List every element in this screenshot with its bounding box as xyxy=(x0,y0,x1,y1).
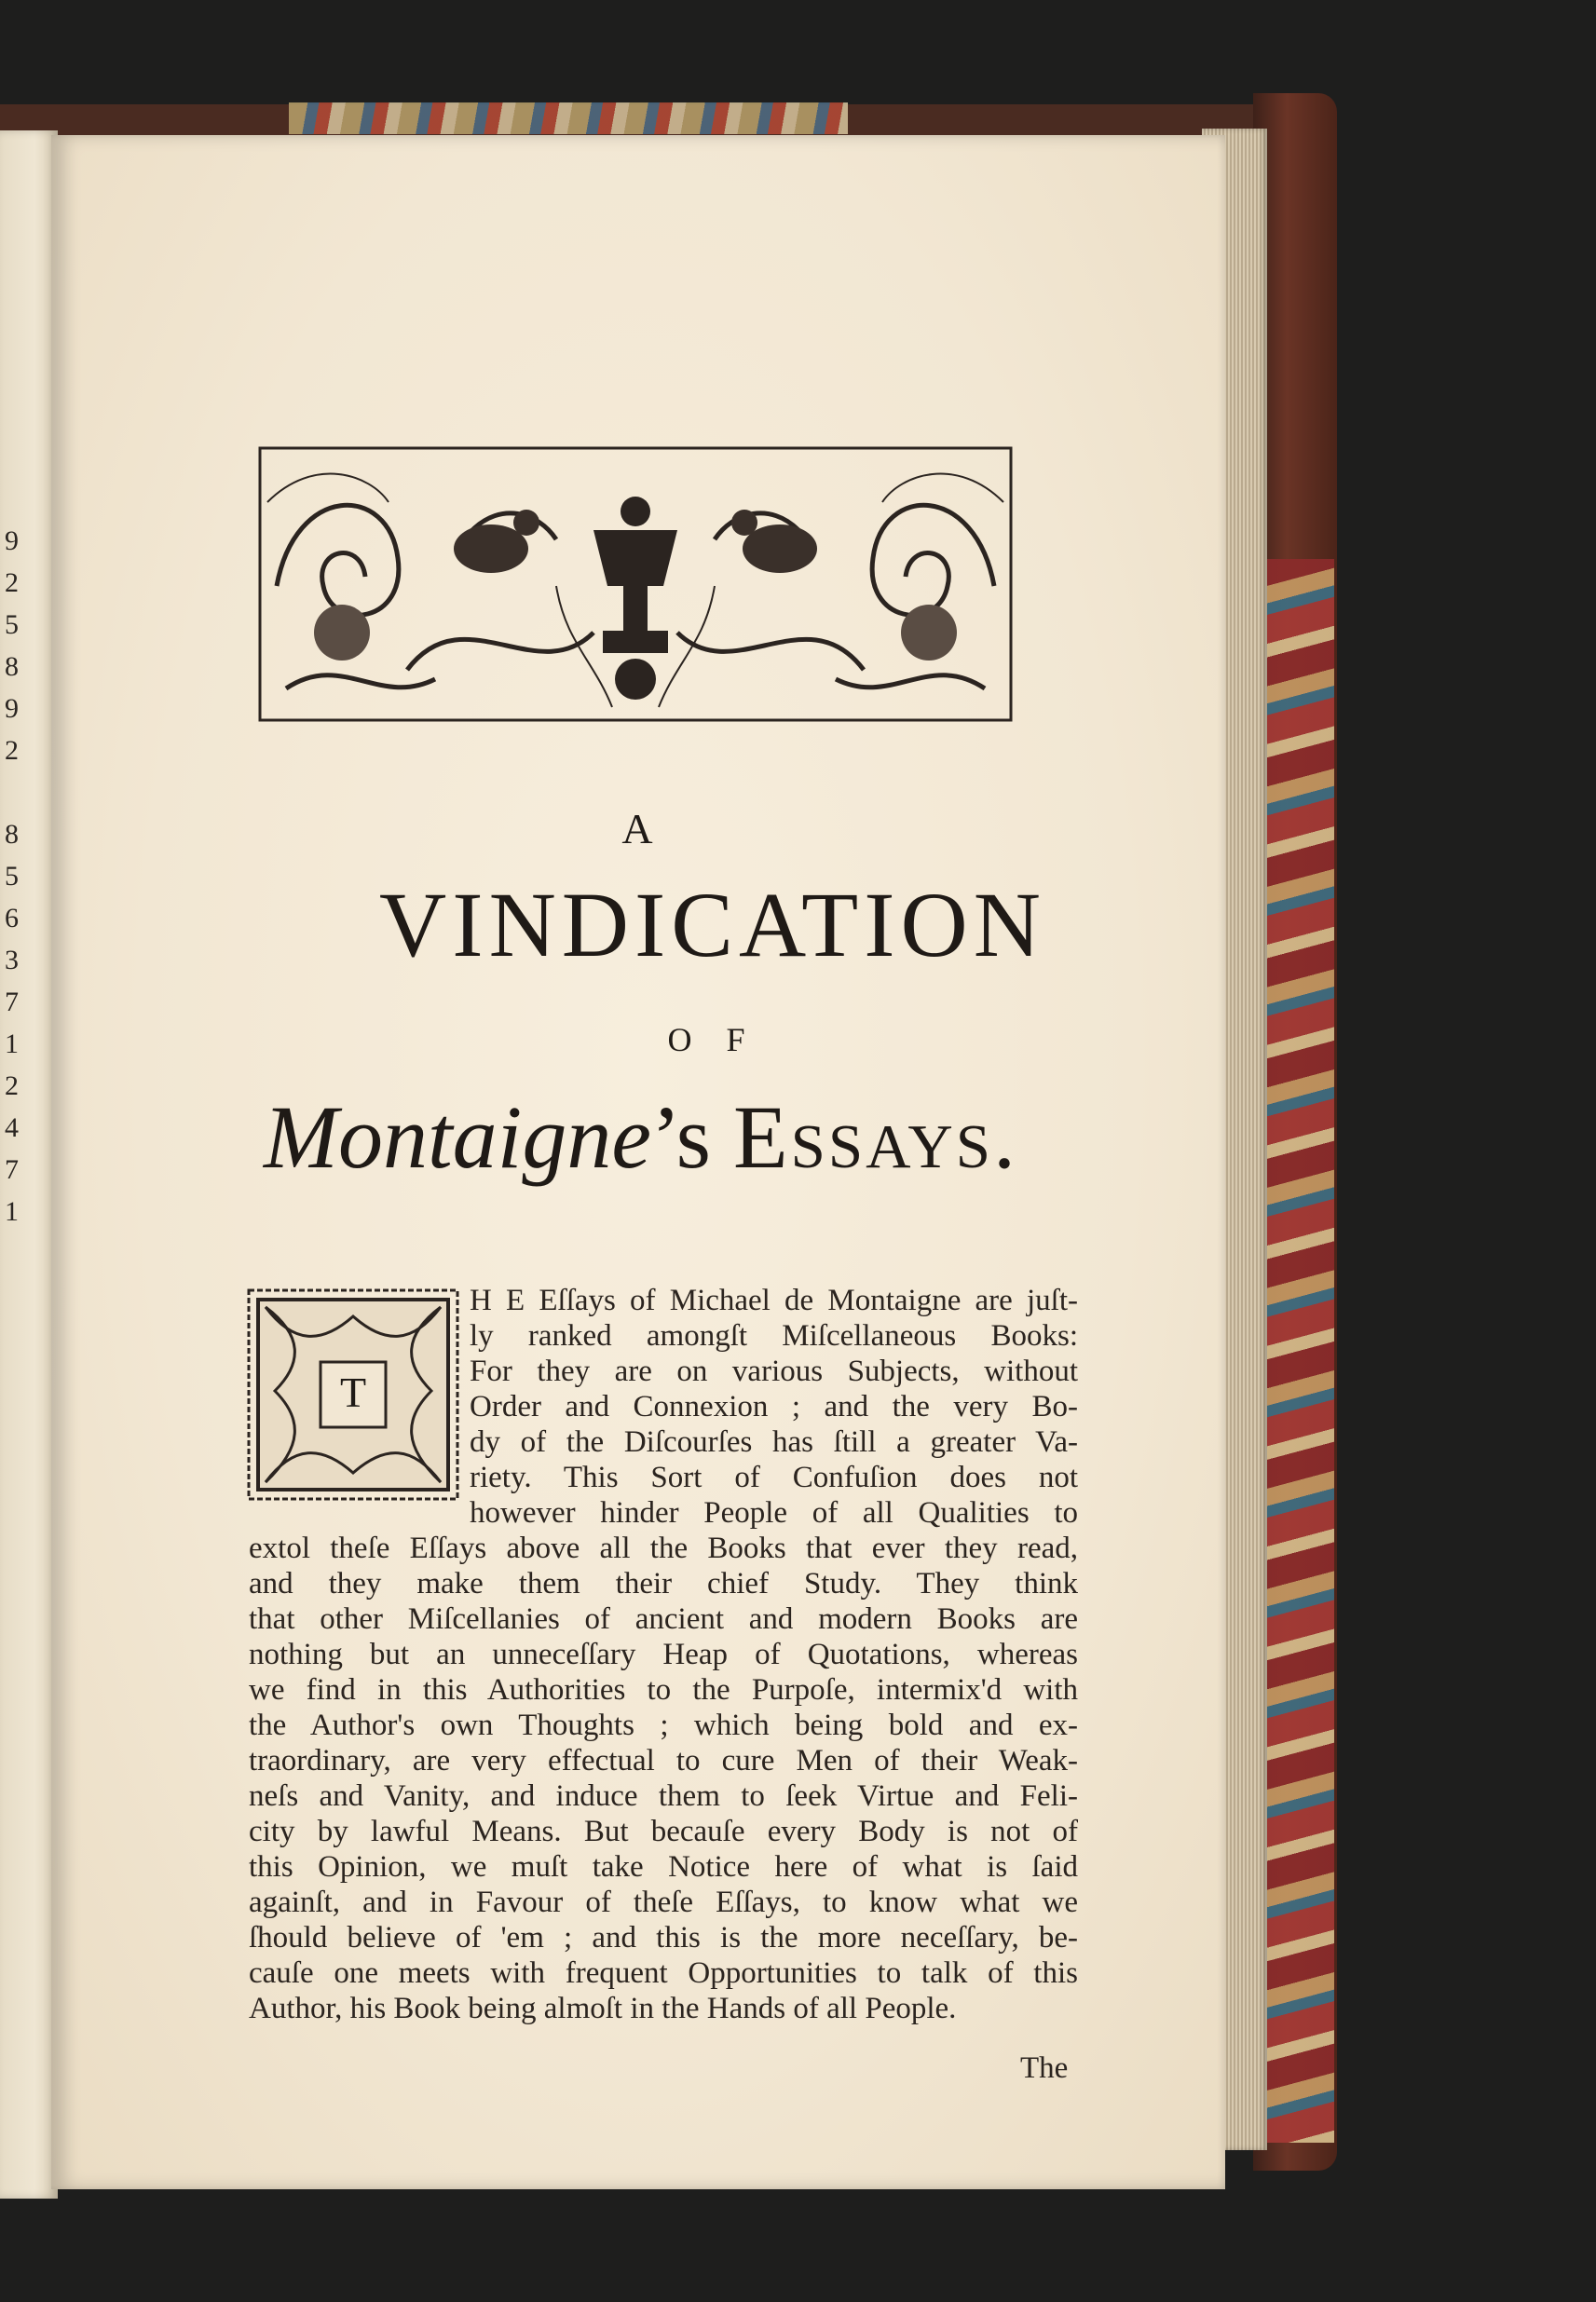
title-montaigne: Montaigne xyxy=(264,1087,651,1187)
body-line: Author, his Book being almoſt in the Hands of all People. xyxy=(249,1992,957,2025)
title-essays: Essays. xyxy=(732,1087,1019,1187)
body-line: that other Miſcellanies of ancient and modern Books are xyxy=(249,1602,1078,1636)
left-page-edge xyxy=(0,130,58,2199)
title-of: O F xyxy=(667,1021,758,1058)
margin-digit: 5 xyxy=(5,609,19,640)
margin-digit: 1 xyxy=(5,1196,19,1227)
body-line: extol theſe Eſſays above all the Books that ever they read, xyxy=(249,1532,1078,1565)
margin-digit: 3 xyxy=(5,945,19,975)
body-line: traordinary, are very effectual to cure Men of their Weak- xyxy=(249,1744,1078,1778)
margin-digit: 7 xyxy=(5,1154,19,1185)
title-montaignes-essays xyxy=(264,1085,1102,1189)
margin-digit: 9 xyxy=(5,693,19,724)
title-a: A xyxy=(621,805,655,852)
body-line: dy of the Diſcourſes has ſtill a greater Va- xyxy=(470,1425,1078,1459)
marbled-board xyxy=(1260,559,1334,2143)
body-line: and they make them their chief Study. They think xyxy=(249,1567,1078,1601)
body-line: the Author's own Thoughts ; which being bold and ex- xyxy=(249,1709,1078,1742)
body-line: city by lawful Means. But becauſe every Body is not of xyxy=(249,1815,1078,1848)
body-line: cauſe one meets with frequent Opportunities to talk of this xyxy=(249,1956,1078,1990)
left-margin-digits xyxy=(0,520,19,1233)
book-page xyxy=(51,135,1225,2189)
margin-digit: 4 xyxy=(5,1112,19,1143)
margin-digit: 2 xyxy=(5,735,19,766)
margin-digit: 6 xyxy=(5,903,19,933)
body-line: however hinder People of all Qualities to xyxy=(470,1496,1078,1530)
catchword: The xyxy=(1020,2051,1069,2085)
body-line: ly ranked amongſt Miſcellaneous Books: xyxy=(470,1319,1078,1353)
margin-digit: 1 xyxy=(5,1028,19,1059)
body-line: neſs and Vanity, and induce them to ſeek Virtue and Feli- xyxy=(249,1779,1078,1813)
title-vindication: VINDICATION xyxy=(379,873,1046,976)
margin-digit: 2 xyxy=(5,567,19,598)
body-line: ſhould believe of 'em ; and this is the more neceſſary, be- xyxy=(249,1921,1078,1955)
body-line: nothing but an unneceſſary Heap of Quotations, whereas xyxy=(249,1638,1078,1671)
body-line: H E Eſſays of Michael de Montaigne are juſt- xyxy=(470,1284,1078,1317)
margin-digit: 2 xyxy=(5,1070,19,1101)
title-possessive: ’s xyxy=(650,1087,711,1187)
margin-digit: 9 xyxy=(5,525,19,556)
marbled-headband xyxy=(289,102,848,134)
body-line: we find in this Authorities to the Purpoſe, intermix'd with xyxy=(249,1673,1078,1707)
body-line: riety. This Sort of Confuſion does not xyxy=(470,1461,1078,1494)
body-line: againſt, and in Favour of theſe Eſſays, to know what we xyxy=(249,1886,1078,1919)
body-line: For they are on various Subjects, without xyxy=(470,1355,1078,1388)
margin-digit: 5 xyxy=(5,861,19,892)
body-line: Order and Connexion ; and the very Bo- xyxy=(470,1390,1078,1423)
margin-digit: 8 xyxy=(5,651,19,682)
margin-digit: 7 xyxy=(5,987,19,1017)
margin-digit xyxy=(0,771,19,813)
margin-digit: 8 xyxy=(5,819,19,850)
body-line: this Opinion, we muſt take Notice here of what is ſaid xyxy=(249,1850,1078,1884)
body-text xyxy=(249,1283,1078,2026)
drop-cap-letter: T xyxy=(339,1369,367,1416)
ornamental-headpiece xyxy=(258,446,1013,722)
